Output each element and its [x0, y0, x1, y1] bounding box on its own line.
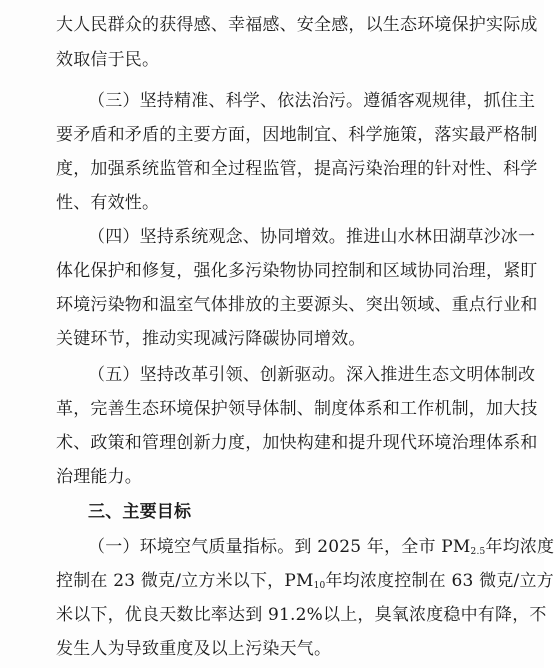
text-line: 效取信于民。: [56, 50, 160, 70]
text-line: 关键环节，推动实现减污降碳协同增效。: [56, 329, 366, 349]
paragraph-five-start: （五）坚持改革引领、创新驱动。深入推进生态文明体制改: [88, 365, 536, 385]
text-line: 要矛盾和矛盾的主要方面，因地制宜、科学施策，落实最严格制: [56, 125, 538, 145]
text-line: 体化保护和修复，强化多污染物协同控制和区域协同治理，紧盯: [56, 261, 538, 281]
text-line: 米以下，优良天数比率达到 91.2%以上，臭氧浓度稳中有降，不: [56, 605, 547, 625]
text-line: 术、政策和管理创新力度，加快构建和提升现代环境治理体系和: [56, 433, 538, 453]
section-heading: 三、主要目标: [88, 502, 192, 522]
air-quality-paragraph-start: [88, 536, 554, 558]
text-segment: （一）环境空气质量指标。到 2025 年，全市 PM: [88, 537, 471, 557]
pm25-subscript: 2.5: [470, 547, 486, 557]
paragraph-four-start: （四）坚持系统观念、协同增效。推进山水林田湖草沙冰一: [88, 227, 536, 247]
text-line: 大人民群众的获得感、幸福感、安全感，以生态环境保护实际成: [56, 15, 538, 35]
text-line: 度，加强系统监管和全过程监管，提高污染治理的针对性、科学: [56, 159, 538, 179]
text-line: 发生人为导致重度及以上污染天气。: [56, 639, 332, 659]
text-line: 革，完善生态环境保护领导体制、制度体系和工作机制，加大技: [56, 399, 538, 419]
paragraph-three-start: （三）坚持精准、科学、依法治污。遵循客观规律，抓住主: [88, 91, 536, 111]
text-line: 治理能力。: [56, 467, 142, 487]
text-line: [56, 570, 554, 592]
text-segment: 年均浓度控制在 63 微克/立方: [325, 571, 554, 591]
text-segment: 年均浓度: [485, 537, 554, 557]
text-line: 环境污染物和温室气体排放的主要源头、突出领域、重点行业和: [56, 295, 538, 315]
pm10-subscript: 10: [313, 581, 326, 591]
text-segment: 控制在 23 微克/立方米以下，PM: [56, 571, 314, 591]
text-line: 性、有效性。: [56, 193, 160, 213]
